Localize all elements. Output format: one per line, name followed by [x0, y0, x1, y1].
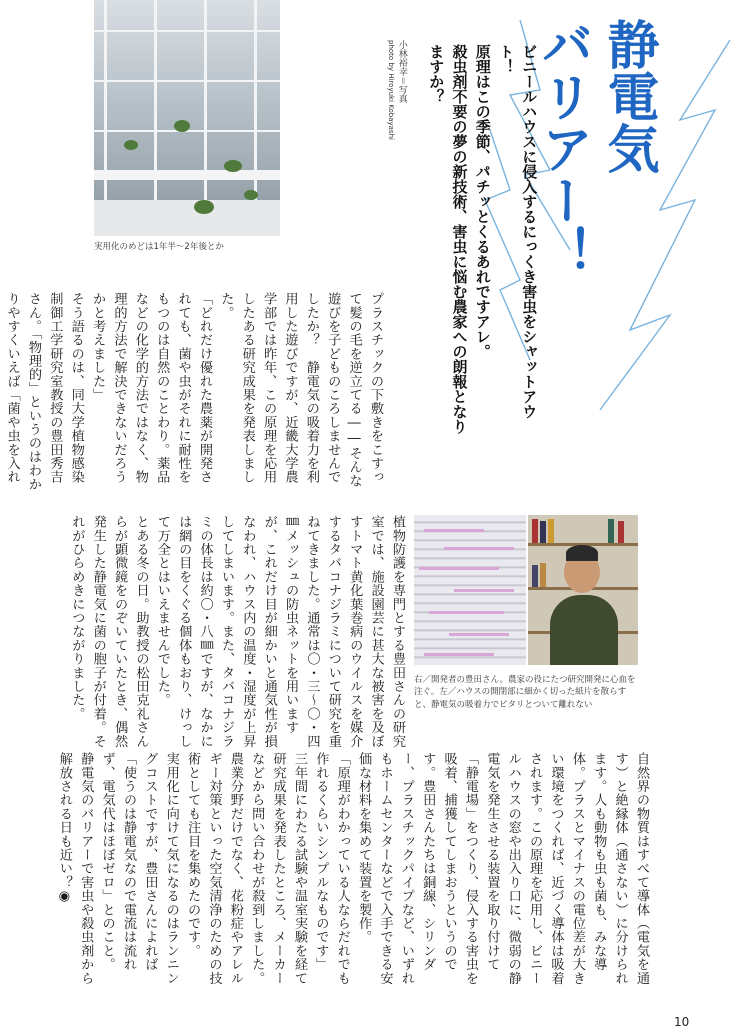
credit-romaji: photo by Hiroyuki Kobayashi	[387, 40, 396, 140]
subtitle-line3: 殺虫剤不要の夢の新技術、害虫に悩む農家への朗報となりますか？	[427, 44, 469, 434]
paragraph-2: 「どれだけ優れた農薬が開発されても、菌や虫がそれに耐性をもつのは自然のことわり。薬品などの化学的方法ではなく、物理的方法で解決できないだろうかと考えました」	[90, 292, 212, 484]
end-mark-icon: ◉	[56, 889, 72, 905]
paragraph-8: 三年間にわたる試験や温室実験を経て研究成果を発表したところ、メーカーなどから問い合わせが殺到しました。農業分野だけでなく、花粉症やアレルギー対策といった空気清浄のための技術としても注目を集めたのです。	[185, 752, 307, 985]
greenhouse-caption: 実用化のめどは1年半～2年後とか	[94, 242, 224, 252]
greenhouse-photo	[94, 0, 280, 236]
subtitle	[424, 44, 540, 444]
title-line2: バリアー！	[532, 18, 592, 278]
title-line1: 静電気	[598, 18, 658, 174]
paragraph-1: プラスチックの下敷きをこすって髪の毛を逆立てる――そんな遊びを子どものころしませんでしたか？ 静電気の吸着力を利用した遊びですが、近畿大学農学部では昨年、この原理を応用したある研究成果を発表しました。	[218, 292, 383, 488]
photo-credit	[386, 40, 407, 220]
body-text-middle	[46, 515, 408, 751]
subtitle-line2: 原理はこの季節、パチッとくるあれですアレ。	[473, 44, 492, 359]
closing-text: 静電気のバリアーで害虫や殺虫剤から解放される日も近い？	[56, 752, 94, 985]
paragraph-7: 「原理がわかっている人ならだれでも作れるくらいシンプルなものです」	[313, 752, 350, 985]
developer-caption: 右／開発者の豊田さん。農家の役にたつ研究開発に心血を注ぐ。左／ハウスの開閉部に細かく切った紙片を散らすと、静電気の吸着力でピタリとついて離れない	[414, 675, 636, 710]
paragraph-3: そう語るのは、同大学植物感染制御工学研究室教授の豊田秀吉さん。「物理的」というのはわかりやすくいえば「菌や虫を入れ	[4, 292, 84, 491]
subtitle-line1: ビニールハウスに侵入するにっくき害虫をシャットアウト！	[497, 44, 539, 419]
body-text-upper	[4, 292, 386, 496]
paragraph-6: 自然界の物質はすべて導体（電気を通す）と絶縁体（通さない）に分けられます。人も動物も虫も菌も、みな導体。プラスとマイナスの電位差が大きい環境をつくれば、近づく導体は吸着されます。この原理を応用し、ビニールハウスの窓や出入り口に、微弱の静電気を発生させる装置を取り付けて「静電場」をつくり、侵入する害虫を吸着、捕獲してしまおうというのです。豊田さんたちは銅線、シリンダー、プラスチックパイプなど、いずれもホームセンターなどで入手できる安価な材料を集めて装置を製作。	[356, 752, 649, 985]
body-text-lower	[56, 752, 652, 990]
paragraph-10	[54, 752, 97, 990]
paragraph-9: 実用化に向けて気になるのはランニングコストですが、豊田さんによれば「使うのは静電気なので電流は流れず、電気代はほぼゼロ」とのこと。	[99, 752, 179, 985]
paragraph-5: とある冬の日。助教授の松田克礼さんらが顕微鏡をのぞいていたとき、偶然発生した静電気に菌の胞子が付着。それがひらめきにつながりました。	[69, 515, 149, 748]
paper-strips-photo	[414, 515, 526, 665]
page-number: 10	[674, 1015, 690, 1029]
developer-photo	[528, 515, 638, 665]
paragraph-4: 植物防護を専門とする豊田さんの研究室では、施設園芸に甚大な被害を及ぼすトマト黄化葉巻病のウイルスを媒介するタバコナジラミについて研究を重ねてきました。通常は〇・三～〇・四㎜メッシュの防虫ネットを用いますが、これだけ目が細かいと通気性が損なわれ、ハウス内の温度・湿度が上昇してしまいます。また、タバコナジラミの体長は約〇・八㎜ですが、なかには網の目をくぐる個体もおり、けっして万全とはいえませんでした。	[154, 515, 405, 748]
credit-text: 小林裕幸＝写真	[396, 40, 407, 103]
